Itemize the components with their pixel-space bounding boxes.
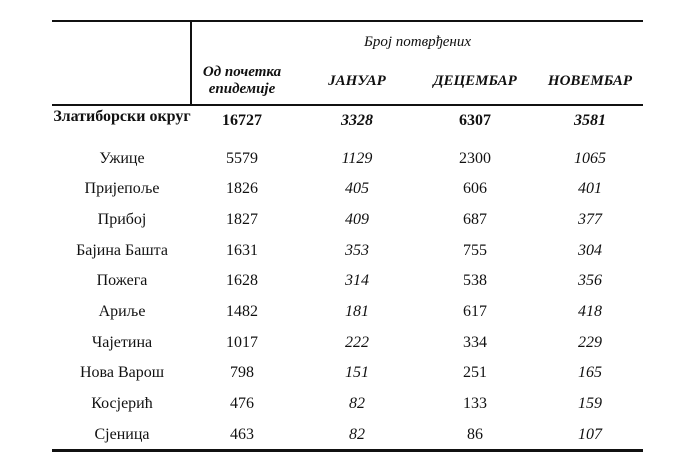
group-header: Број потврђених [363, 34, 472, 50]
table-row [52, 297, 643, 327]
november-cell: 401 [578, 180, 602, 197]
november-cell: 159 [578, 395, 602, 412]
november-cell: 107 [578, 426, 602, 443]
january-cell: 3328 [341, 112, 373, 129]
december-cell: 86 [467, 426, 483, 443]
municipality-name: Ужице [99, 150, 145, 167]
total-cell: 463 [230, 426, 254, 443]
column-header-december: ДЕЦЕМБАР [433, 73, 517, 89]
municipality-name: Сјеница [94, 426, 150, 443]
municipality-name: Ариље [98, 303, 146, 320]
december-cell: 606 [463, 180, 487, 197]
november-cell: 1065 [574, 150, 606, 167]
january-cell: 222 [345, 334, 369, 351]
january-cell: 405 [345, 180, 369, 197]
municipality-name: Чајетина [91, 334, 153, 351]
municipality-name: Пријепоље [84, 180, 160, 197]
december-cell: 6307 [459, 112, 491, 129]
municipality-name: Нова Варош [79, 364, 165, 381]
january-cell: 82 [349, 426, 365, 443]
table-row [52, 420, 643, 450]
total-cell: 5579 [226, 150, 258, 167]
december-cell: 2300 [459, 150, 491, 167]
table-row [52, 205, 643, 235]
december-cell: 755 [463, 242, 487, 259]
municipality-name: Бајина Башта [76, 242, 168, 259]
november-cell: 356 [578, 272, 602, 289]
december-cell: 251 [463, 364, 487, 381]
region-name: Златиборски округ [53, 108, 191, 125]
cases-table [52, 20, 643, 452]
january-cell: 409 [345, 211, 369, 228]
december-cell: 538 [463, 272, 487, 289]
total-cell: 798 [230, 364, 254, 381]
table-row [52, 328, 643, 358]
total-cell: 1628 [226, 272, 258, 289]
municipality-name: Пожега [96, 272, 148, 289]
municipality-name: Косјерић [91, 395, 153, 412]
column-header-since-start: Од почетка епидемије [202, 64, 282, 97]
november-cell: 165 [578, 364, 602, 381]
total-cell: 1827 [226, 211, 258, 228]
december-cell: 617 [463, 303, 487, 320]
total-cell: 1482 [226, 303, 258, 320]
november-cell: 3581 [574, 112, 606, 129]
column-header-january: ЈАНУАР [328, 73, 386, 89]
november-cell: 304 [578, 242, 602, 259]
january-cell: 151 [345, 364, 369, 381]
november-cell: 377 [578, 211, 602, 228]
table-row [52, 358, 643, 388]
december-cell: 334 [463, 334, 487, 351]
january-cell: 353 [345, 242, 369, 259]
january-cell: 82 [349, 395, 365, 412]
november-cell: 418 [578, 303, 602, 320]
december-cell: 687 [463, 211, 487, 228]
total-cell: 476 [230, 395, 254, 412]
column-header-november: НОВЕМБАР [547, 73, 633, 89]
total-cell: 1826 [226, 180, 258, 197]
november-cell: 229 [578, 334, 602, 351]
table-row [52, 236, 643, 266]
january-cell: 181 [345, 303, 369, 320]
total-cell: 1017 [226, 334, 258, 351]
table-row [52, 144, 643, 174]
total-cell: 16727 [222, 112, 262, 129]
table-row [52, 174, 643, 204]
table-bottom-rule [52, 449, 643, 452]
january-cell: 314 [345, 272, 369, 289]
table-top-rule [52, 20, 643, 22]
total-cell: 1631 [226, 242, 258, 259]
summary-row [52, 106, 643, 136]
municipality-name: Прибој [97, 211, 147, 228]
table-row [52, 266, 643, 296]
january-cell: 1129 [341, 150, 373, 167]
december-cell: 133 [463, 395, 487, 412]
table-row [52, 389, 643, 419]
